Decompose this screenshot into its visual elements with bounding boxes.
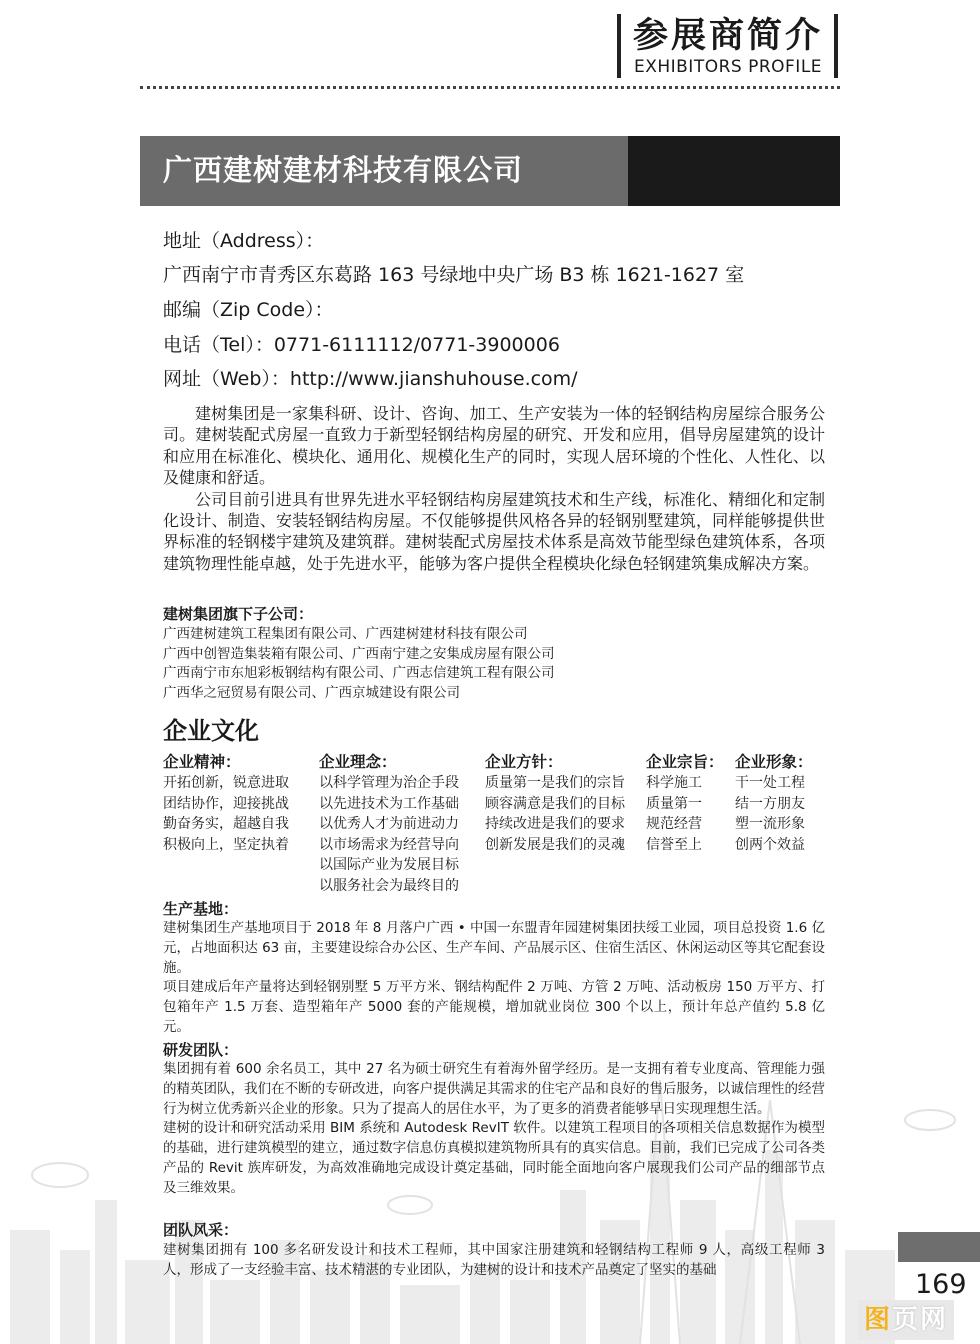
list-item: 广西南宁市东旭彩板钢结构有限公司、广西志信建筑工程有限公司 <box>163 665 555 681</box>
list-item: 塑一流形象 <box>735 816 805 833</box>
header-left-rule <box>617 14 621 78</box>
list-item: 质量第一是我们的宗旨 <box>485 775 625 791</box>
list-item: 以服务社会为最终目的 <box>319 877 459 894</box>
list-item: 以优秀人才为前进动力 <box>319 816 459 833</box>
list-item: 以科学管理为治企手段 <box>319 775 459 791</box>
web-line: 网址（Web）：http://www.jianshuhouse.com/ <box>163 368 578 390</box>
culture-column-image <box>735 751 813 855</box>
list-item: 以市场需求为经营导向 <box>319 836 459 853</box>
culture-title: 企业文化 <box>163 717 259 745</box>
list-item: 开拓创新，锐意进取 <box>163 775 289 791</box>
header-right-rule <box>834 14 838 78</box>
list-item: 顾容满意是我们的目标 <box>485 795 625 812</box>
column-heading: 企业理念： <box>319 753 397 771</box>
address-label: 地址（Address）： <box>163 230 325 252</box>
rd-paragraph-2: 建树的设计和研究活动采用 BIM 系统和 Autodesk RevIT 软件。以建筑工程项目的各项相关信息数据作为模型的基础，进行建筑模型的建立，通过数字信息仿真模拟建筑物所具有的真实信息。目前，我们已完成了公司各类产品的 Revit 族库研发，为高效准确地完成设计奠定基础，同时能全面地向客户展现我们公司产品的细部节点及三维效果。 <box>163 1120 825 1196</box>
rd-paragraph-1: 集团拥有着 600 余名员工，其中 27 名为硕士研究生有着海外留学经历。是一支拥有着专业度高、管理能力强的精英团队，我们在不断的专研改进，向客户提供满足其需求的住宅产品和良好的售后服务，以诚信理性的经营行为树立优秀新兴企业的形象。只为了提高人的居住水平，为了更多的消费者能够早日实现理想生活。 <box>163 1061 825 1117</box>
base-paragraph-2: 项目建成后年产量将达到轻钢别墅 5 万平方米、钢结构配件 2 万吨、方管 2 万吨、活动板房 150 万平方、打包箱年产 1.5 万套、造型箱年产 5000 套的产能规模，增加就业岗位 300 个以上，预计年总产值约 5.8 亿元。 <box>163 979 825 1035</box>
culture-column-purpose <box>646 751 724 855</box>
rd-heading: 研发团队： <box>163 1041 239 1059</box>
list-item: 团结协作，迎接挑战 <box>163 795 289 812</box>
list-item: 勤奋务实，超越自我 <box>163 816 289 833</box>
address-value: 广西南宁市青秀区东葛路 163 号绿地中央广场 B3 栋 1621-1627 室 <box>163 264 745 286</box>
column-heading: 企业宗旨： <box>646 753 724 771</box>
company-name: 广西建树建材科技有限公司 <box>163 153 524 187</box>
page-number: 169 <box>915 1269 967 1300</box>
tel-line: 电话（Tel）：0771-6111112/0771-3900006 <box>163 334 560 356</box>
list-item: 广西中创智造集装箱有限公司、广西南宁建之安集成房屋有限公司 <box>163 645 555 662</box>
zip-label: 邮编（Zip Code）： <box>163 299 334 321</box>
list-item: 信誉至上 <box>646 836 702 853</box>
base-text <box>163 919 825 1038</box>
list-item: 创两个效益 <box>735 836 805 853</box>
list-item: 持续改进是我们的要求 <box>485 816 625 833</box>
culture-column-philosophy <box>319 751 459 897</box>
culture-column-spirit <box>163 751 289 855</box>
column-heading: 企业方针： <box>485 753 563 771</box>
team-text <box>163 1241 825 1281</box>
list-item: 广西华之冠贸易有限公司、广西京城建设有限公司 <box>163 684 460 701</box>
list-item: 创新发展是我们的灵魂 <box>485 836 625 853</box>
watermark-logo <box>858 1300 954 1340</box>
section-title-en: EXHIBITORS PROFILE <box>633 57 823 77</box>
team-heading: 团队风采： <box>163 1221 239 1239</box>
list-item: 干一处工程 <box>735 775 805 791</box>
section-title-cn: 参展商简介 <box>632 16 823 56</box>
list-item: 质量第一 <box>646 795 702 812</box>
list-item: 科学施工 <box>646 775 702 791</box>
subsidiaries-heading: 建树集团旗下子公司： <box>163 605 314 623</box>
culture-column-policy <box>485 751 625 855</box>
list-item: 广西建树建筑工程集团有限公司、广西建树建材科技有限公司 <box>163 626 528 642</box>
list-item: 规范经营 <box>646 816 702 833</box>
intro-text <box>163 403 825 574</box>
watermark-part-2: 页网 <box>892 1305 949 1335</box>
list-item: 积极向上，坚定执着 <box>163 836 289 853</box>
page-tab <box>898 1232 980 1262</box>
base-paragraph-1: 建树集团生产基地项目于 2018 年 8 月落户广西 • 中国一东盟青年园建树集团扶绥工业园，项目总投资 1.6 亿元，占地面积达 63 亩，主要建设综合办公区、生产车间、产品展示区、住宿生活区、休闲运动区等其它配套设施。 <box>163 920 825 976</box>
intro-paragraph-2: 公司目前引进具有世界先进水平轻钢结构房屋建筑技术和生产线，标准化、精细化和定制化设计、制造、安装轻钢结构房屋。不仅能够提供风格各异的轻钢别墅建筑，同样能够提供世界标准的轻钢楼宇建筑及建筑群。建树装配式房屋技术体系是高效节能型绿色建筑体系，各项建筑物理性能卓越，处于先进水平，能够为客户提供全程模块化绿色轻钢建筑集成解决方案。 <box>163 489 825 573</box>
company-banner-accent <box>628 136 840 206</box>
dotted-divider <box>140 86 840 89</box>
intro-paragraph-1: 建树集团是一家集科研、设计、咨询、加工、生产安装为一体的轻钢结构房屋综合服务公司。建树装配式房屋一直致力于新型轻钢结构房屋的研究、开发和应用，倡导房屋建筑的设计和应用在标准化、模块化、通用化、规模化生产的同时，实现人居环境的个性化、人性化、以及健康和舒适。 <box>163 404 825 488</box>
list-item: 以先进技术为工作基础 <box>319 795 459 812</box>
column-heading: 企业精神： <box>163 753 241 771</box>
base-heading: 生产基地： <box>163 900 239 918</box>
column-heading: 企业形象： <box>735 753 813 771</box>
list-item: 结一方朋友 <box>735 795 805 812</box>
watermark-part-1: 图 <box>864 1305 893 1335</box>
list-item: 以国际产业为发展目标 <box>319 857 459 874</box>
rd-text <box>163 1060 825 1199</box>
team-paragraph-1: 建树集团拥有 100 多名研发设计和技术工程师，其中国家注册建筑和轻钢结构工程师 9 人，高级工程师 3 人，形成了一支经验丰富、技术精湛的专业团队，为建树的设计和技术产品奠定了坚实的基础 <box>163 1242 825 1278</box>
subsidiaries-list <box>163 625 555 703</box>
